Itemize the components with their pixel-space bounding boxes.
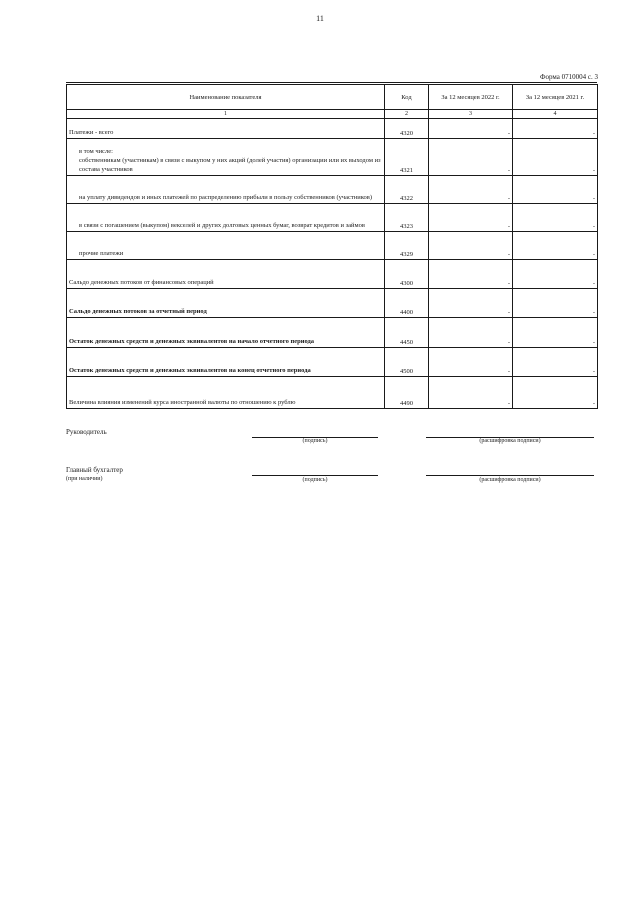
row-code: 4490 [385, 377, 429, 409]
row-value-2022: - [429, 119, 513, 139]
accountant-decoding-line [426, 475, 594, 476]
table-row [67, 289, 598, 318]
table-row [67, 232, 598, 260]
accountant-decoding-caption: (расшифровка подписи) [479, 477, 541, 483]
row-label: прочие платежи [67, 232, 385, 260]
header-2021: За 12 месяцев 2021 г. [513, 85, 598, 110]
column-number-row [67, 110, 598, 119]
row-value-2021: - [513, 176, 598, 204]
head-label: Руководитель [66, 428, 107, 436]
table-row [67, 176, 598, 204]
column-number: 4 [513, 110, 598, 119]
head-decoding-caption: (расшифровка подписи) [479, 438, 541, 444]
row-code: 4300 [385, 260, 429, 289]
row-label: Сальдо денежных потоков от финансовых операций [67, 260, 385, 289]
row-value-2022: - [429, 377, 513, 409]
row-value-2021: - [513, 260, 598, 289]
column-number: 1 [67, 110, 385, 119]
row-value-2022: - [429, 139, 513, 176]
table-row [67, 318, 598, 348]
row-label [67, 139, 385, 176]
header-2022: За 12 месяцев 2022 г. [429, 85, 513, 110]
row-code: 4450 [385, 318, 429, 348]
accountant-label: Главный бухгалтер [66, 466, 123, 474]
row-code: 4321 [385, 139, 429, 176]
row-code: 4322 [385, 176, 429, 204]
table-row [67, 204, 598, 232]
form-label: Форма 0710004 с. 3 [539, 73, 598, 81]
row-value-2022: - [429, 348, 513, 377]
table-row [67, 377, 598, 409]
column-number: 2 [385, 110, 429, 119]
row-code: 4329 [385, 232, 429, 260]
row-label-line: в том числе: [79, 148, 113, 155]
row-code: 4323 [385, 204, 429, 232]
row-code: 4500 [385, 348, 429, 377]
row-code: 4320 [385, 119, 429, 139]
row-value-2021: - [513, 232, 598, 260]
top-rule [66, 82, 597, 83]
row-value-2021: - [513, 318, 598, 348]
row-value-2022: - [429, 318, 513, 348]
row-value-2021: - [513, 348, 598, 377]
row-value-2022: - [429, 289, 513, 318]
accountant-signature-caption: (подпись) [302, 477, 328, 483]
header-name: Наименование показателя [67, 85, 385, 110]
cash-flow-table [66, 84, 598, 409]
table-row [67, 260, 598, 289]
row-label: Сальдо денежных потоков за отчетный период [67, 289, 385, 318]
row-value-2021: - [513, 139, 598, 176]
row-value-2022: - [429, 232, 513, 260]
row-value-2022: - [429, 204, 513, 232]
accountant-note: (при наличии) [66, 476, 103, 482]
row-label: Величина влияния изменений курса иностранной валюты по отношению к рублю [67, 377, 385, 409]
header-code: Код [385, 85, 429, 110]
row-label: Платежи - всего [67, 119, 385, 139]
row-value-2021: - [513, 377, 598, 409]
row-value-2021: - [513, 289, 598, 318]
row-label: Остаток денежных средств и денежных эквивалентов на начало отчетного периода [67, 318, 385, 348]
page-number: 11 [316, 14, 324, 23]
row-label: Остаток денежных средств и денежных эквивалентов на конец отчетного периода [67, 348, 385, 377]
row-value-2021: - [513, 119, 598, 139]
row-value-2021: - [513, 204, 598, 232]
head-signature-caption: (подпись) [302, 438, 328, 444]
table-row [67, 119, 598, 139]
table-row [67, 139, 598, 176]
row-value-2022: - [429, 260, 513, 289]
accountant-signature-line [252, 475, 378, 476]
row-value-2022: - [429, 176, 513, 204]
row-label: в связи с погашением (выкупом) векселей и других долговых ценных бумаг, возврат кредитов и займов [67, 204, 385, 232]
row-label-line: собственникам (участникам) в связи с выкупом у них акций (долей участия) организации или их выходом из состава участников [79, 157, 381, 173]
table-header-row [67, 85, 598, 110]
row-label: на уплату дивидендов и иных платежей по распределению прибыли в пользу собственников (участников) [67, 176, 385, 204]
table-row [67, 348, 598, 377]
row-code: 4400 [385, 289, 429, 318]
column-number: 3 [429, 110, 513, 119]
